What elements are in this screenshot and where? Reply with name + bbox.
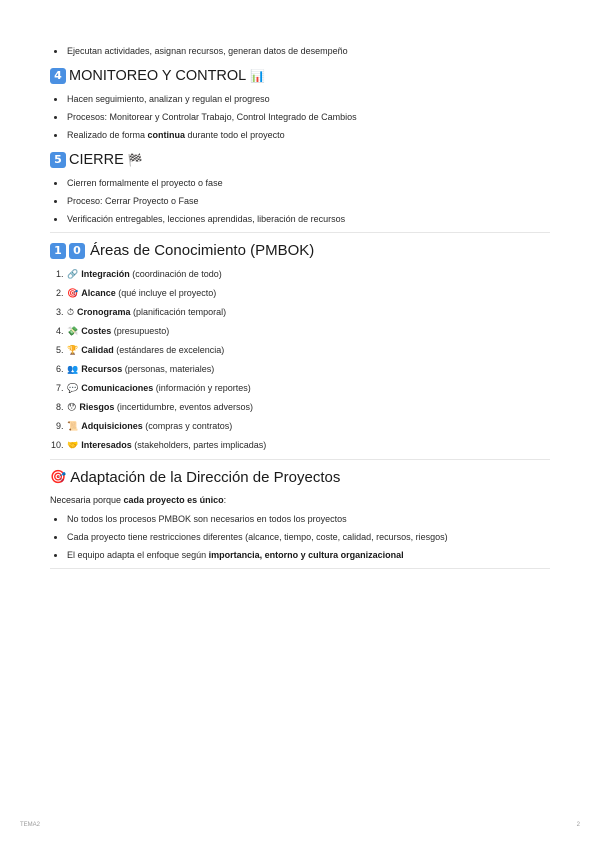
keycap-5-icon: 5 [50, 152, 66, 168]
bold-text: cada proyecto es único [123, 495, 224, 505]
list-item: • No todos los procesos PMBOK son necesarios en todos los proyectos [66, 510, 550, 528]
section-monitoreo [50, 66, 550, 144]
footer-label: TEMA2 [20, 822, 41, 828]
keycap-0-icon: 0 [69, 243, 85, 259]
people-icon: 👥 [67, 365, 79, 375]
target-icon: 🎯 [50, 470, 67, 485]
list-item: 2. 🎯 Alcance (qué incluye el proyecto) [66, 284, 550, 303]
list-item: 5. 🏆 Calidad (estándares de excelencia) [66, 341, 550, 360]
heading-text: MONITOREO Y CONTROL [69, 68, 247, 84]
bold-text: importancia, entorno y cultura organizacional [208, 550, 404, 560]
speech-bubble-icon: 💬 [67, 384, 79, 394]
heading-monitoreo [50, 66, 550, 86]
list-item: • Cada proyecto tiene restricciones diferentes (alcance, tiempo, coste, calidad, recursos, riesgos) [66, 528, 550, 546]
numbered-list [50, 265, 550, 455]
list-item: 1. 🔗 Integración (coordinación de todo) [66, 265, 550, 284]
list-item: • Procesos: Monitorear y Controlar Trabajo, Control Integrado de Cambios [66, 108, 550, 126]
list-item: • Proceso: Cerrar Proyecto o Fase [66, 192, 550, 210]
target-icon: 🎯 [67, 289, 79, 299]
link-icon: 🔗 [67, 270, 79, 280]
surprised-face-icon: 😯 [67, 403, 77, 413]
scroll-icon: 📜 [67, 422, 79, 432]
list-item: 3. ⏱ Cronograma (planificación temporal) [66, 303, 550, 322]
bar-chart-icon: 📊 [250, 69, 266, 83]
page-number: 2 [576, 822, 580, 828]
keycap-4-icon: 4 [50, 68, 66, 84]
list-item: 7. 💬 Comunicaciones (información y reportes) [66, 379, 550, 398]
intro-paragraph: Necesaria porque cada proyecto es único: [50, 495, 227, 505]
bold-text: continua [147, 130, 186, 140]
list-item: 6. 👥 Recursos (personas, materiales) [66, 360, 550, 379]
heading-text: CIERRE [69, 152, 124, 168]
list-item: • Cierren formalmente el proyecto o fase [66, 174, 550, 192]
heading-text: Áreas de Conocimiento (PMBOK) [90, 242, 315, 259]
keycap-1-icon: 1 [50, 243, 66, 259]
list-item: • Realizado de forma continua durante todo el proyecto [66, 126, 550, 144]
list-item: • Verificación entregables, lecciones aprendidas, liberación de recursos [66, 210, 550, 228]
bullet-list [50, 510, 550, 564]
page-footer [20, 822, 580, 828]
list-item: 10. 🤝 Interesados (stakeholders, partes implicadas) [66, 436, 550, 455]
list-item: • El equipo adapta el enfoque según importancia, entorno y cultura organizacional [66, 546, 550, 564]
heading-cierre [50, 150, 550, 170]
heading-adaptacion [50, 468, 550, 488]
section-cierre [50, 150, 550, 233]
list-item: • Hacen seguimiento, analizan y regulan el progreso [66, 90, 550, 108]
bullet-list [50, 174, 550, 228]
checkered-flag-icon: 🏁 [127, 153, 143, 167]
list-item: • Ejecutan actividades, asignan recursos, generan datos de desempeño [66, 42, 550, 60]
heading-areas [50, 241, 550, 261]
stopwatch-icon: ⏱ [67, 308, 75, 318]
money-wings-icon: 💸 [67, 327, 79, 337]
document-body [50, 42, 550, 577]
section-adaptacion [50, 468, 550, 569]
fase-ejecucion-continuation [50, 42, 550, 60]
trophy-icon: 🏆 [67, 346, 79, 356]
list-item: 4. 💸 Costes (presupuesto) [66, 322, 550, 341]
handshake-icon: 🤝 [67, 441, 79, 451]
heading-text: Adaptación de la Dirección de Proyectos [70, 469, 341, 486]
list-item: 9. 📜 Adquisiciones (compras y contratos) [66, 417, 550, 436]
bullet-list [50, 90, 550, 144]
section-areas-conocimiento [50, 241, 550, 460]
list-item: 8. 😯 Riesgos (incertidumbre, eventos adversos) [66, 398, 550, 417]
bullet-list [50, 42, 550, 60]
